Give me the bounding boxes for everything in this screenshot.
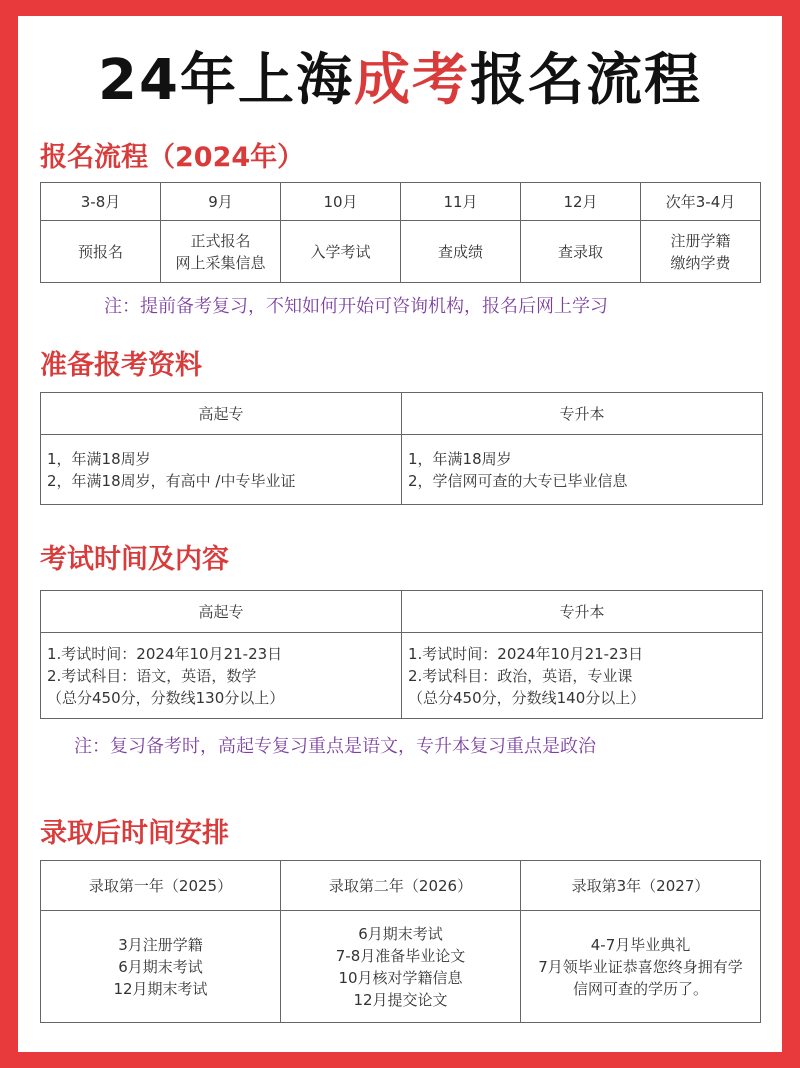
- schedule-line: 12月期末考试: [113, 979, 208, 998]
- process-step-line: 缴纳学费: [670, 253, 731, 272]
- materials-line: 2，年满18周岁，有高中 /中专毕业证: [47, 471, 296, 490]
- process-time-cell: 10月: [281, 183, 401, 221]
- materials-header-cell: 专升本: [402, 393, 763, 435]
- schedule-header-cell: 录取第一年（2025）: [41, 861, 281, 911]
- schedule-body-row: [41, 911, 761, 1023]
- schedule-line: 7月领毕业证恭喜您终身拥有学: [538, 957, 743, 976]
- materials-header-cell: 高起专: [41, 393, 402, 435]
- exam-header-cell: 高起专: [41, 591, 402, 633]
- schedule-line: 6月期末考试: [358, 924, 443, 943]
- exam-body-cell: [41, 633, 402, 719]
- materials-header-row: [41, 393, 763, 435]
- materials-line: 1，年满18周岁: [408, 449, 512, 468]
- schedule-body-cell: [521, 911, 761, 1023]
- schedule-line: 6月期末考试: [118, 957, 203, 976]
- schedule-body-cell: [41, 911, 281, 1023]
- title-highlight: 成考: [353, 48, 470, 113]
- materials-body-cell: [41, 435, 402, 505]
- process-time-cell: 次年3-4月: [641, 183, 761, 221]
- process-step-cell: [521, 221, 641, 283]
- exam-line: （总分450分，分数线140分以上）: [408, 688, 646, 707]
- process-step-line: 入学考试: [310, 242, 371, 261]
- title-part-1: 24年上海: [98, 48, 354, 113]
- process-time-cell: 9月: [161, 183, 281, 221]
- exam-line: 2.考试科目：政治，英语，专业课: [408, 666, 633, 685]
- schedule-line: 3月注册学籍: [118, 935, 203, 954]
- materials-table: [40, 392, 763, 505]
- process-step-row: [41, 221, 761, 283]
- process-step-line: 注册学籍: [670, 231, 731, 250]
- process-step-cell: [401, 221, 521, 283]
- materials-body-row: [41, 435, 763, 505]
- schedule-line: 10月核对学籍信息: [338, 968, 463, 987]
- materials-line: 2，学信网可查的大专已毕业信息: [408, 471, 628, 490]
- schedule-table: [40, 860, 761, 1023]
- exam-section-title: 考试时间及内容: [40, 544, 229, 575]
- exam-header-row: [41, 591, 763, 633]
- process-step-line: 查录取: [557, 242, 603, 261]
- process-note: 注：提前备考复习，不知如何开始可咨询机构，报名后网上学习: [104, 296, 608, 317]
- schedule-section-title: 录取后时间安排: [40, 818, 229, 849]
- exam-note: 注：复习备考时，高起专复习重点是语文，专升本复习重点是政治: [74, 736, 596, 757]
- page-title: [18, 46, 782, 116]
- materials-section-title: 准备报考资料: [40, 350, 202, 381]
- exam-body-cell: [402, 633, 763, 719]
- process-step-cell: [41, 221, 161, 283]
- schedule-line: 7-8月准备毕业论文: [335, 946, 466, 965]
- exam-line: 1.考试时间：2024年10月21-23日: [47, 644, 283, 663]
- process-step-line: 预报名: [77, 242, 123, 261]
- materials-line: 1，年满18周岁: [47, 449, 151, 468]
- process-step-cell: [641, 221, 761, 283]
- exam-line: （总分450分，分数线130分以上）: [47, 688, 285, 707]
- exam-body-row: [41, 633, 763, 719]
- schedule-body-cell: [281, 911, 521, 1023]
- process-step-line: 查成绩: [437, 242, 483, 261]
- title-part-2: 报名流程: [469, 48, 702, 113]
- process-step-line: 正式报名: [190, 231, 251, 250]
- exam-table: [40, 590, 763, 719]
- schedule-header-row: [41, 861, 761, 911]
- process-step-cell: [281, 221, 401, 283]
- schedule-line: 12月提交论文: [353, 990, 448, 1009]
- schedule-header-cell: 录取第二年（2026）: [281, 861, 521, 911]
- process-step-line: 网上采集信息: [175, 253, 266, 272]
- materials-body-cell: [402, 435, 763, 505]
- exam-line: 2.考试科目：语文，英语，数学: [47, 666, 257, 685]
- schedule-line: 4-7月毕业典礼: [590, 935, 691, 954]
- exam-header-cell: 专升本: [402, 591, 763, 633]
- process-time-cell: 12月: [521, 183, 641, 221]
- process-time-cell: 3-8月: [41, 183, 161, 221]
- process-table: [40, 182, 761, 283]
- process-time-row: [41, 183, 761, 221]
- schedule-header-cell: 录取第3年（2027）: [521, 861, 761, 911]
- exam-line: 1.考试时间：2024年10月21-23日: [408, 644, 644, 663]
- process-time-cell: 11月: [401, 183, 521, 221]
- process-step-cell: [161, 221, 281, 283]
- poster-card: [18, 16, 782, 1052]
- process-section-title: 报名流程（2024年）: [40, 142, 305, 173]
- schedule-line: 信网可查的学历了。: [572, 979, 708, 998]
